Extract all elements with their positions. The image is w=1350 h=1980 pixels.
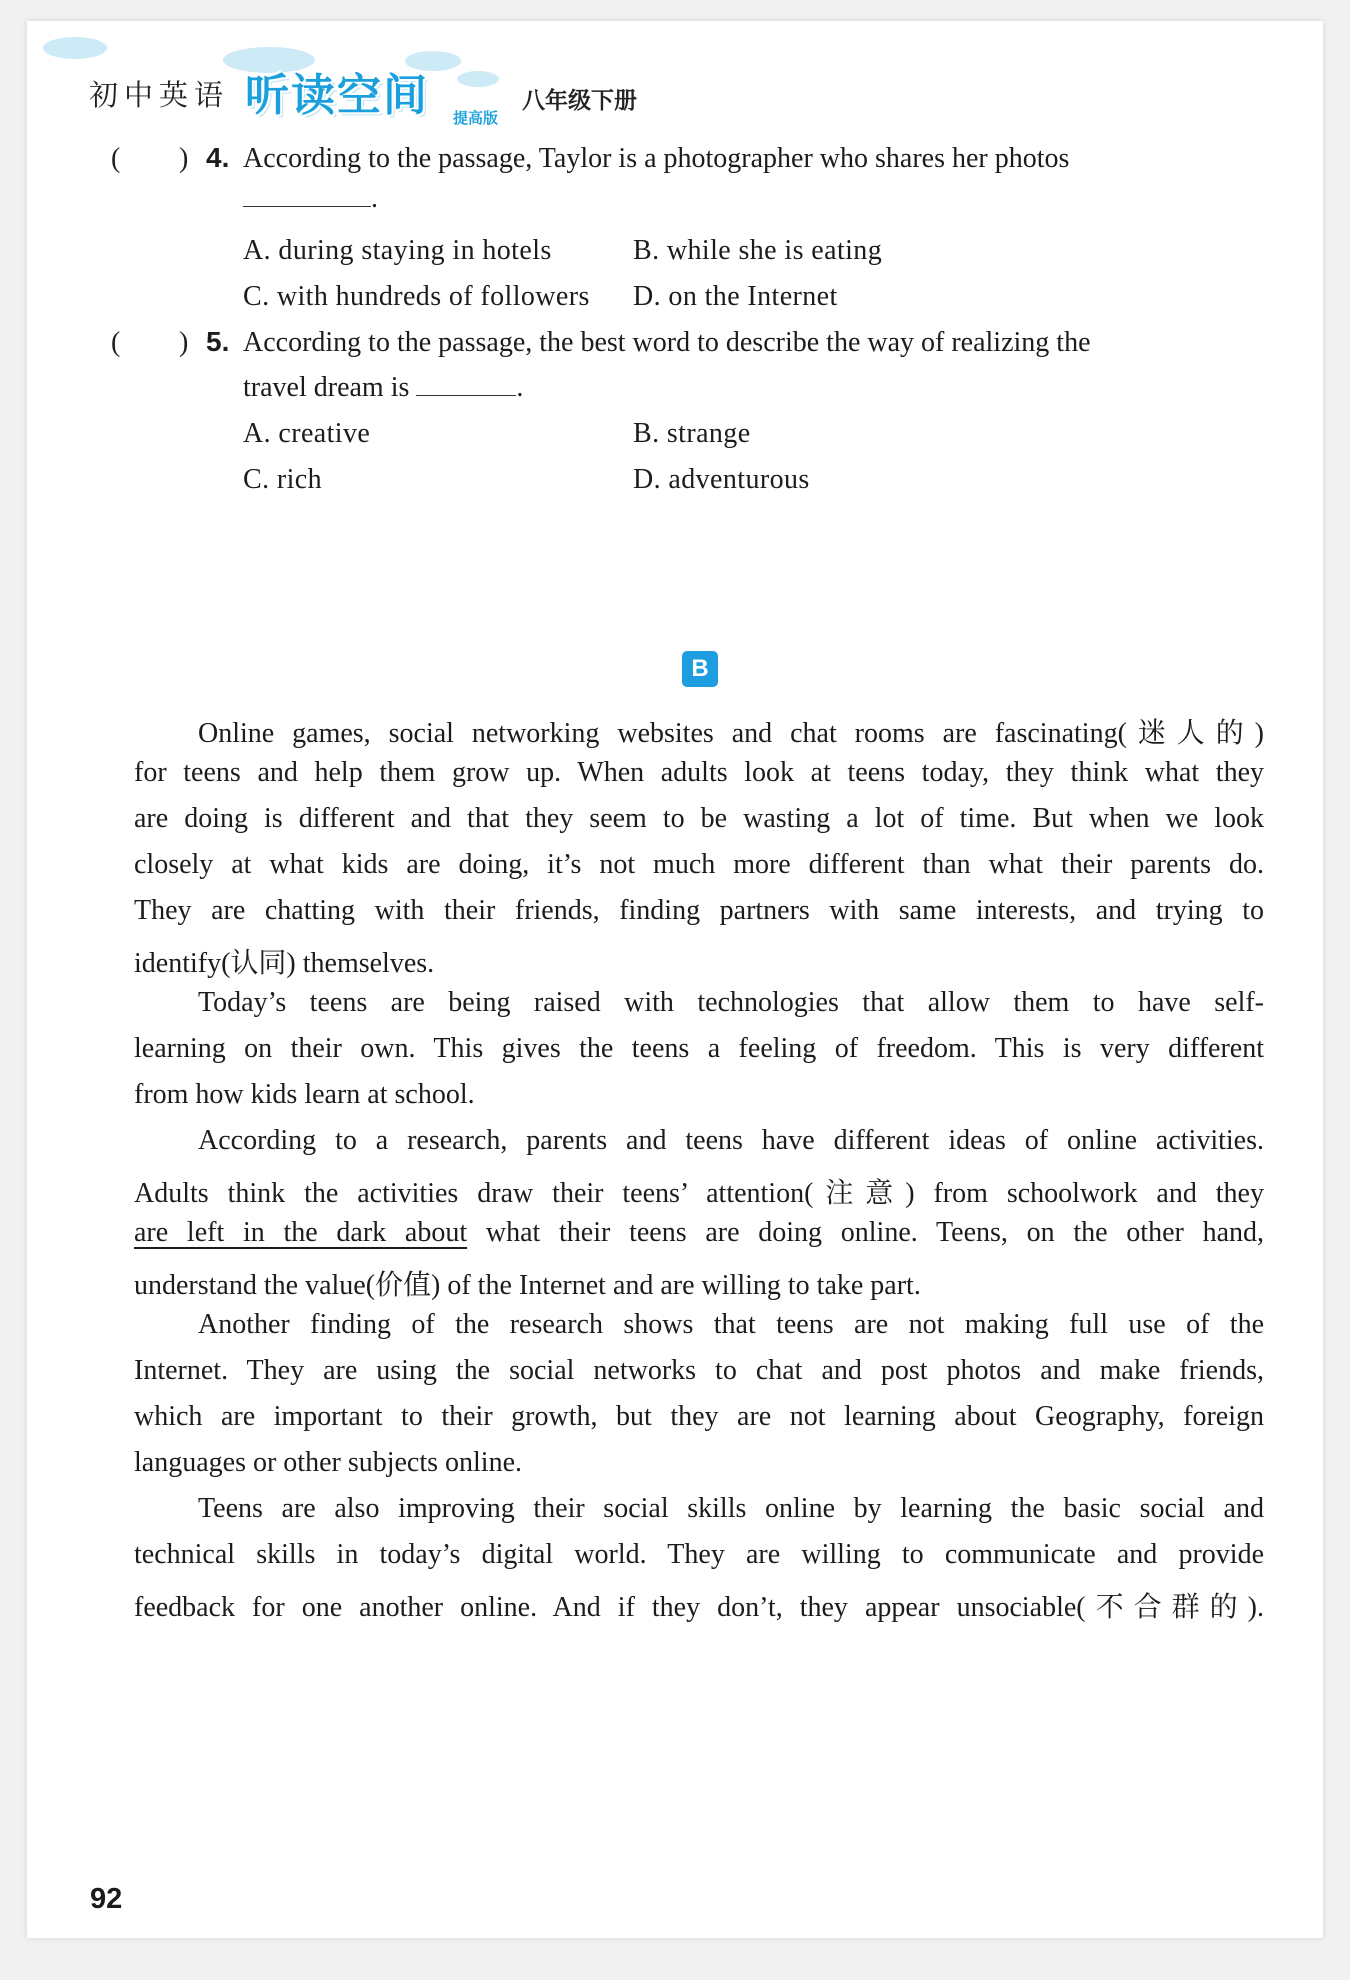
answer-bracket-close: ) — [179, 143, 189, 174]
answer-blank — [243, 184, 371, 207]
underlined-phrase: are left in the dark about — [134, 1217, 468, 1248]
passage-line: Internet. They are using the social networks to chat and post photos and make friends, — [134, 1355, 1264, 1386]
passage-line: Today’s teens are being raised with technologies that allow them to have self- — [198, 987, 1264, 1018]
passage-line: from how kids learn at school. — [134, 1079, 475, 1110]
passage-line: feedback for one another online. And if they don’t, they appear unsociable(不合群的). — [134, 1592, 1264, 1623]
answer-bracket-close: ) — [179, 327, 189, 358]
grade-label: 八年级下册 — [522, 88, 637, 114]
question-number: 5. — [206, 326, 230, 357]
option-b: B. strange — [633, 418, 751, 449]
passage-line: Teens are also improving their social skills online by learning the basic social and — [198, 1493, 1264, 1524]
question-stem: According to the passage, Taylor is a photographer who shares her photos — [243, 143, 1070, 174]
passage-line: learning on their own. This gives the teens a feeling of freedom. This is very different — [134, 1033, 1264, 1064]
stem-text: travel dream is — [243, 372, 410, 403]
passage-line: They are chatting with their friends, finding partners with same interests, and trying to — [134, 895, 1264, 926]
answer-bracket-open: ( — [111, 327, 121, 358]
series-logo-title: 听读空间 — [245, 70, 429, 121]
stem-period: . — [371, 183, 378, 214]
cloud-decoration-icon — [43, 37, 107, 59]
question-number: 4. — [206, 142, 230, 173]
option-d: D. on the Internet — [633, 281, 838, 312]
question-stem-continued — [243, 372, 523, 404]
edition-label: 提高版 — [453, 109, 499, 127]
passage-line: which are important to their growth, but they are not learning about Geography, foreign — [134, 1401, 1264, 1432]
passage-line: According to a research, parents and teens have different ideas of online activities. — [198, 1125, 1264, 1156]
option-c: C. with hundreds of followers — [243, 281, 590, 312]
series-name: 初中英语 — [89, 78, 230, 112]
option-b: B. while she is eating — [633, 235, 883, 266]
option-c: C. rich — [243, 464, 323, 495]
passage-line: Online games, social networking websites and chat rooms are fascinating(迷人的) — [198, 718, 1264, 749]
passage-line: Another finding of the research shows that teens are not making full use of the — [198, 1309, 1264, 1340]
passage-line: understand the value(价值) of the Internet and are willing to take part. — [134, 1270, 921, 1301]
textbook-page — [27, 21, 1323, 1938]
option-a: A. during staying in hotels — [243, 235, 552, 266]
page-number: 92 — [90, 1883, 123, 1915]
passage-line: identify(认同) themselves. — [134, 948, 435, 979]
passage-line: are doing is different and that they seem to be wasting a lot of time. But when we look — [134, 803, 1264, 834]
line-rest: what their teens are doing online. Teens, on the other hand, — [467, 1217, 1264, 1248]
passage-line: technical skills in today’s digital world. They are willing to communicate and provide — [134, 1539, 1264, 1570]
option-d: D. adventurous — [633, 464, 810, 495]
section-badge: B — [682, 651, 718, 687]
answer-blank — [416, 373, 516, 396]
answer-bracket-open: ( — [111, 143, 121, 174]
question-stem-continued — [243, 183, 378, 215]
stem-period: . — [516, 372, 524, 403]
passage-line: Adults think the activities draw their teens’ attention(注意) from schoolwork and they — [134, 1178, 1264, 1209]
option-a: A. creative — [243, 418, 371, 449]
passage-line: for teens and help them grow up. When adults look at teens today, they think what they — [134, 757, 1264, 788]
passage-line: languages or other subjects online. — [134, 1447, 523, 1478]
question-stem: According to the passage, the best word to describe the way of realizing the — [243, 327, 1091, 358]
page-header — [27, 21, 1323, 131]
passage-line: closely at what kids are doing, it’s not much more different than what their parents do. — [134, 849, 1264, 880]
cloud-decoration-icon — [457, 71, 499, 87]
passage-line — [134, 1217, 1264, 1249]
